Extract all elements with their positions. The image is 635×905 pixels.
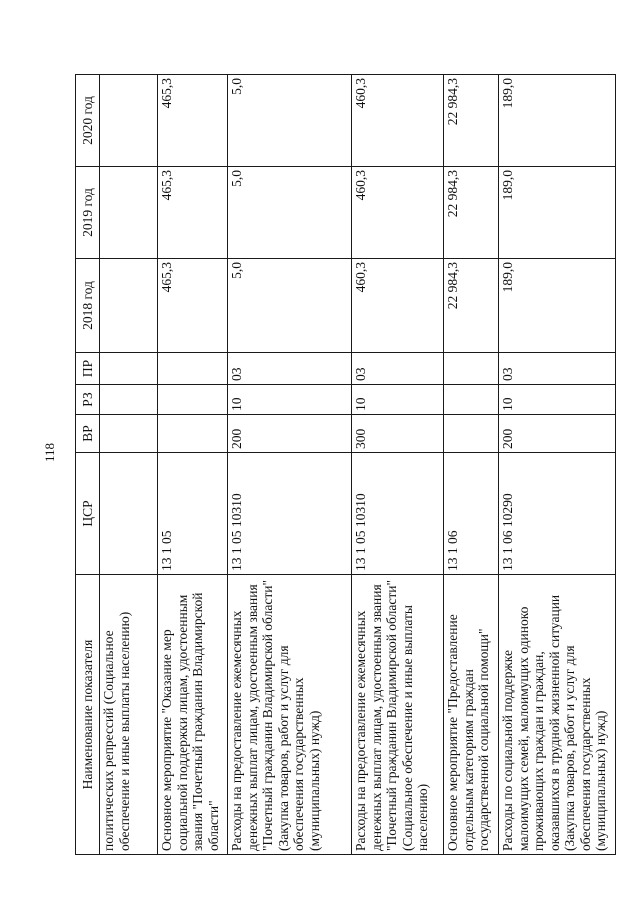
cell-pr: 03: [228, 353, 352, 385]
cell-2020: [100, 75, 158, 167]
cell-vr: [100, 415, 158, 453]
cell-csr: 13 1 06: [444, 453, 499, 575]
cell-2018: 189,0: [499, 259, 616, 353]
cell-pr: [158, 353, 228, 385]
table-row: [352, 75, 444, 855]
cell-2018: [100, 259, 158, 353]
cell-2018: 5,0: [228, 259, 352, 353]
cell-rz: [100, 385, 158, 415]
cell-name: Расходы на предоставление ежемесячных денежных выплат лицам, удостоенным звания "Почетный гражданин Владимирской области" (Закупка товаров, работ и услуг для обеспечения государственных (муниципальных) нужд): [228, 575, 352, 855]
header-name: Наименование показателя: [76, 575, 100, 855]
cell-2018: 465,3: [158, 259, 228, 353]
cell-2018: 460,3: [352, 259, 444, 353]
cell-vr: [158, 415, 228, 453]
cell-rz: [158, 385, 228, 415]
cell-rz: 10: [499, 385, 616, 415]
cell-2018: 22 984,3: [444, 259, 499, 353]
cell-2019: 22 984,3: [444, 167, 499, 259]
cell-vr: 300: [352, 415, 444, 453]
cell-2020: 5,0: [228, 75, 352, 167]
cell-2019: 465,3: [158, 167, 228, 259]
cell-csr: 13 1 06 10290: [499, 453, 616, 575]
cell-name: Расходы на предоставление ежемесячных денежных выплат лицам, удостоенным звания "Почетный гражданин Владимирской области" (Социальное обеспечение и иные выплаты населению): [352, 575, 444, 855]
header-2020: 2020 год: [76, 75, 100, 167]
header-pr: ПР: [76, 353, 100, 385]
cell-csr: 13 1 05 10310: [352, 453, 444, 575]
cell-vr: 200: [499, 415, 616, 453]
cell-csr: 13 1 05 10310: [228, 453, 352, 575]
cell-pr: [100, 353, 158, 385]
cell-rz: 10: [228, 385, 352, 415]
cell-2019: 189,0: [499, 167, 616, 259]
cell-pr: 03: [499, 353, 616, 385]
table-row: [158, 75, 228, 855]
table-row: [444, 75, 499, 855]
header-2019: 2019 год: [76, 167, 100, 259]
cell-name: политических репрессий (Социальное обеспечение и иные выплаты населению): [100, 575, 158, 855]
cell-name: Основное мероприятие "Предоставление отдельным категориям граждан государственной социальной помощи": [444, 575, 499, 855]
cell-name: Расходы по социальной поддержке малоимущих семей, малоимущих одиноко проживающих граждан и граждан, оказавшихся в трудной жизненной ситуации (Закупка товаров, работ и услуг для обеспечения государственных (муниципальных) нужд): [499, 575, 616, 855]
table-row: [228, 75, 352, 855]
cell-2020: 22 984,3: [444, 75, 499, 167]
header-vr: ВР: [76, 415, 100, 453]
cell-2020: 189,0: [499, 75, 616, 167]
cell-rz: [444, 385, 499, 415]
cell-rz: 10: [352, 385, 444, 415]
table-row: [100, 75, 158, 855]
budget-table: [75, 74, 616, 855]
header-2018: 2018 год: [76, 259, 100, 353]
budget-table-container: [75, 75, 615, 855]
page-number: 118: [42, 442, 57, 462]
cell-name: Основное мероприятие "Оказание мер социальной поддержки лицам, удостоенным звания "Почетный гражданин Владимирской области": [158, 575, 228, 855]
cell-2019: 460,3: [352, 167, 444, 259]
table-row: [499, 75, 616, 855]
table-header-row: [76, 75, 100, 855]
cell-vr: [444, 415, 499, 453]
cell-vr: 200: [228, 415, 352, 453]
cell-2019: [100, 167, 158, 259]
cell-pr: [444, 353, 499, 385]
cell-csr: [100, 453, 158, 575]
cell-pr: 03: [352, 353, 444, 385]
cell-2020: 465,3: [158, 75, 228, 167]
cell-2020: 460,3: [352, 75, 444, 167]
cell-2019: 5,0: [228, 167, 352, 259]
cell-csr: 13 1 05: [158, 453, 228, 575]
header-csr: ЦСР: [76, 453, 100, 575]
header-rz: РЗ: [76, 385, 100, 415]
